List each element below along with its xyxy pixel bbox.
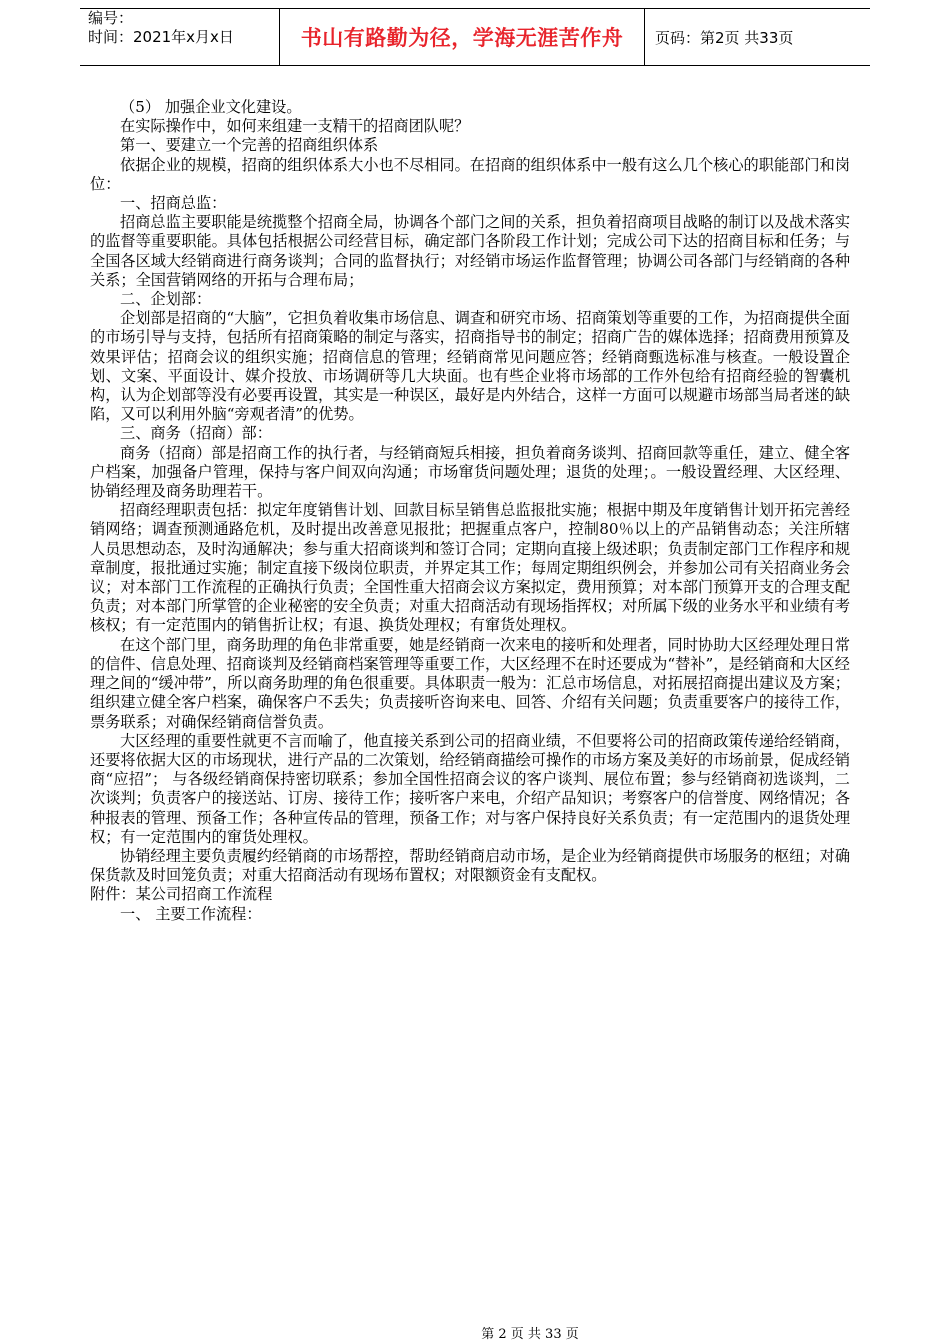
- document-body: [90, 98, 850, 924]
- body-paragraph: 在这个部门里，商务助理的角色非常重要，她是经销商一次来电的接听和处理者，同时协助大区经理处理日常的信件、信息处理、招商谈判及经销商档案管理等重要工作，大区经理不在时还要成为“替补”，是经销商和大区经理之间的“缓冲带”，所以商务助理的角色很重要。具体职责一般为：汇总市场信息，对拓展招商提出建议及方案；组织建立健全客户档案，确保客户不丢失；负责接听咨询来电、回答、介绍有关问题；负责重要客户的接待工作，票务联系；对确保经销商信誉负责。: [90, 635, 850, 731]
- body-paragraph: 商务（招商）部是招商工作的执行者，与经销商短兵相接，担负着商务谈判、招商回款等重任，建立、健全客户档案，加强备户管理，保持与客户间双向沟通；市场窜货问题处理；退货的处理；。一般设置经理、大区经理、协销经理及商务助理若干。: [90, 443, 850, 501]
- body-paragraph: 第一、要建立一个完善的招商组织体系: [120, 136, 379, 155]
- page-footer: 第 2 页 共 33 页: [481, 1327, 579, 1342]
- body-paragraph: 在实际操作中，如何来组建一支精干的招商团队呢？: [120, 117, 470, 136]
- body-paragraph: 企划部是招商的“大脑”，它担负着收集市场信息、调查和研究市场、招商策划等重要的工作，为招商提供全面的市场引导与支持，包括所有招商策略的制定与落实，招商指导书的制定；招商广告的媒体选择；招商费用预算及效果评估；招商会议的组织实施；招商信息的管理；经销商常见问题应答；经销商甄选标准与核查。一般设置企划、文案、平面设计、媒介投放、市场调研等几大块面。也有些企业将市场部的工作外包给有招商经验的智囊机构，认为企划部等没有必要再设置，其实是一种误区，最好是内外结合，这样一方面可以规避市场部当局者迷的缺陷，又可以利用外脑“旁观者清”的优势。: [90, 309, 850, 424]
- header-left-cell: [80, 9, 280, 65]
- section-heading-director: 一、招商总监：: [120, 194, 227, 213]
- section-heading-business: 三、商务（招商）部：: [120, 424, 272, 443]
- body-paragraph: 协销经理主要负责履约经销商的市场帮控，帮助经销商启动市场，是企业为经销商提供市场服务的枢纽；对确保货款及时回笼负责；对重大招商活动有现场布置权；对限额资金有支配权。: [90, 846, 850, 885]
- body-paragraph: 依据企业的规模，招商的组织体系大小也不尽相同。在招商的组织体系中一般有这么几个核心的职能部门和岗位：: [90, 155, 850, 193]
- body-paragraph: （5） 加强企业文化建设。: [120, 98, 302, 116]
- appendix-heading: 附件：某公司招商工作流程: [90, 885, 273, 904]
- body-paragraph: 招商总监主要职能是统揽整个招商全局，协调各个部门之间的关系，担负着招商项目战略的制订以及战术落实的监督等重要职能。具体包括根据公司经营目标，确定部门各阶段工作计划；完成公司下达的招商目标和任务；与全国各区域大经销商进行商务谈判；合同的监督执行；对经销市场运作监督管理；协调公司各部门与经销商的各种关系；全国营销网络的开拓与合理布局；: [90, 213, 850, 289]
- document-number-label: 编号：: [88, 9, 134, 27]
- section-heading-planning: 二、企划部：: [120, 290, 212, 309]
- header-motto: 书山有路勤为径，学海无涯苦作舟: [280, 9, 645, 65]
- page-header: [80, 8, 870, 66]
- body-paragraph: 招商经理职责包括：拟定年度销售计划、回款目标呈销售总监报批实施；根据中期及年度销售计划开拓完善经销网络；调查预测通路危机，及时提出改善意见报批；把握重点客户，控制80％以上的产品销售动态；关注所辖人员思想动态，及时沟通解决；参与重大招商谈判和签订合同；定期向直接上级述职；负责制定部门工作程序和规章制度，报批通过实施；制定直接下级岗位职责，并界定其工作；每周定期组织例会，并参加公司有关招商业务会议；对本部门工作流程的正确执行负责；全国性重大招商会议方案拟定，费用预算；对本部门预算开支的合理支配负责；对本部门所掌管的企业秘密的安全负责；对重大招商活动有现场指挥权；对所属下级的业务水平和业绩有考核权；有一定范围内的销售折让权；有退、换货处理权；有窜货处理权。: [90, 501, 850, 635]
- document-time-label: 时间：2021年x月x日: [88, 28, 234, 46]
- workflow-heading: 一、 主要工作流程：: [120, 904, 262, 923]
- body-paragraph: 大区经理的重要性就更不言而喻了，他直接关系到公司的招商业绩，不但要将公司的招商政策传递给经销商，还要将依据大区的市场现状，进行产品的二次策划，给经销商描绘可操作的市场方案及美好的市场前景，促成经销商“应招”； 与各级经销商保持密切联系；参加全国性招商会议的客户谈判、展位布置；参与经销商初选谈判，二次谈判；负责客户的接送站、订房、接待工作；接听客户来电，介绍产品知识；考察客户的信誉度、网络情况；各种报表的管理、预备工作；各种宣传品的管理，预备工作；对与客户保持良好关系负责；有一定范围内的退货处理权；有一定范围内的窜货处理权。: [90, 731, 850, 846]
- header-page-info: 页码：第2页 共33页: [655, 28, 794, 47]
